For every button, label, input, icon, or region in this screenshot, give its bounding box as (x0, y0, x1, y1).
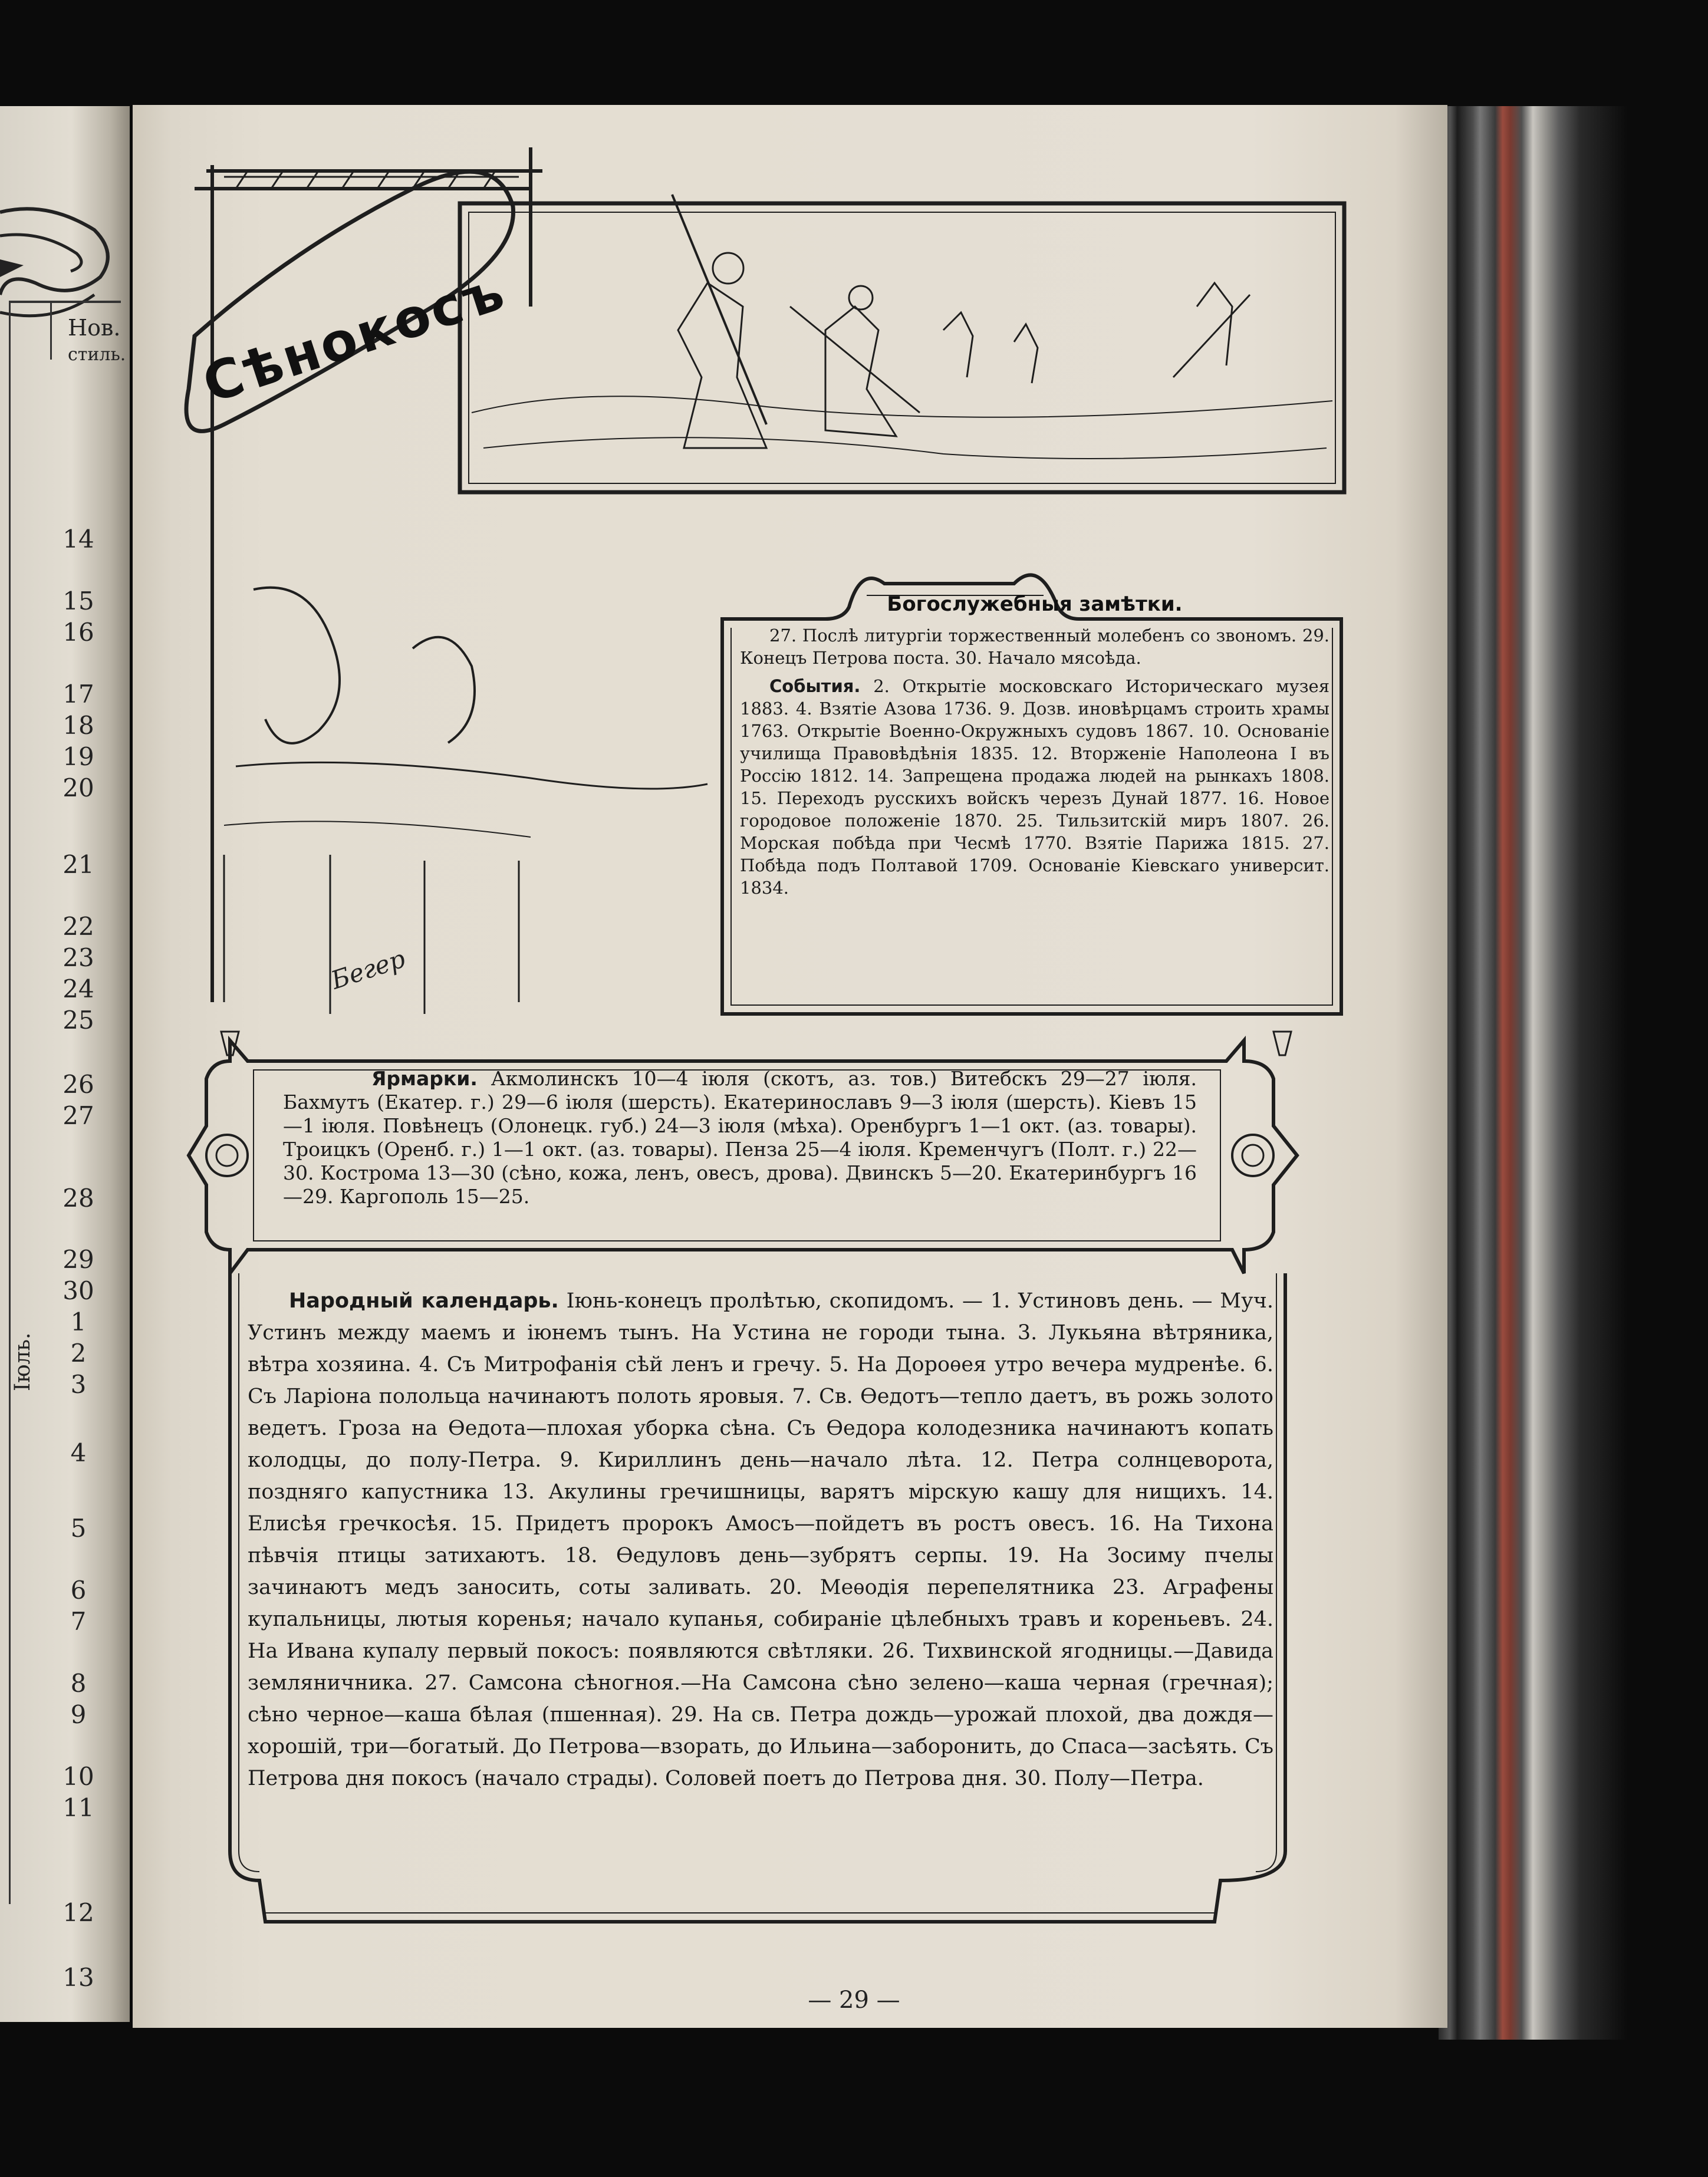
date-cell: 27 (62, 1101, 94, 1130)
date-cell: 5 (70, 1514, 87, 1543)
date-cell: 14 (62, 525, 94, 554)
folk-calendar-label: Народный календарь. (289, 1289, 559, 1313)
date-cell: 23 (62, 943, 94, 972)
header-title-lettering: Сѣнокосъ (195, 259, 514, 416)
fairs-label: Ярмарки. (371, 1067, 478, 1090)
date-cell: 1 (70, 1307, 87, 1336)
date-cell: 6 (70, 1576, 87, 1605)
date-cell: 22 (62, 912, 94, 941)
date-cell: 29 (62, 1245, 94, 1274)
church-notes-title: Богослужебныя замѣтки. (887, 592, 1183, 616)
date-cell: 10 (62, 1762, 94, 1791)
date-cell: 21 (62, 850, 94, 879)
date-cell: 28 (62, 1184, 94, 1213)
date-cell: 3 (70, 1370, 87, 1399)
folk-calendar-text: Іюнь-конецъ пролѣтью, скопидомъ. — 1. Устиновъ день. — Муч. Устинъ между маемъ и іюнемъ тынъ. На Устина не городи тына. 3. Лукьяна вѣтряника, вѣтра хозяина. 4. Съ Митрофанія сѣй ленъ и гречу. 5. На Дороѳея утро вечера мудренѣе. 6. Съ Ларіона полольца начинаютъ полоть яровыя. 7. Св. Ѳедотъ—тепло даетъ, въ рожь золото ведетъ. Гроза на Ѳедота—плохая уборка сѣна. Съ Ѳедора колодезника начинаютъ копать колодцы, до полу-Петра. 9. Кириллинъ день—начало лѣта. 12. Петра солнцеворота, поздняго капустника 13. Акулины гречишницы, варятъ мірскую кашу для нищихъ. 14. Елисѣя гречкосѣя. 15. Придетъ пророкъ Амосъ—пойдетъ въ ростъ овесъ. 16. На Тихона пѣвчія птицы затихаютъ. 18. Ѳедуловъ день—зубрятъ серпы. 19. На Зосиму пчелы зачинаютъ медъ заносить, соты заливать. 20. Меѳодія перепелятника 23. Аграфены купальницы, лютыя коренья; начало купанья, собираніе цѣлебныхъ травъ и кореньевъ. 24. На Ивана купалу первый покосъ: появляются свѣтляки. 26. Тихвинской ягодницы.—Давида земляничника. 27. Самсона сѣногноя.—На Самсона сѣно зелено—каша черная (гречная); сѣно черное—каша бѣлая (пшенная). 29. На св. Петра дождь—урожай плохой, два дождя—хорошій, три—богатый. До Петрова—взорать, до Ильина—заборонить, до Спаса—засѣять. Съ Петрова дня покосъ (начало страды). Соловей поетъ до Петрова дня. 30. Полу—Петра. (248, 1289, 1273, 1790)
date-cell: 8 (70, 1669, 87, 1698)
date-cell: 11 (62, 1793, 94, 1822)
church-notes-box (740, 592, 1329, 905)
month-label: Іюль. (11, 1332, 35, 1391)
date-cell: 7 (70, 1607, 87, 1636)
fairs-text: Акмолинскъ 10—4 іюля (скотъ, аз. тов.) Витебскъ 29—27 іюля. Бахмутъ (Екатер. г.) 29—6 іюля (шерсть). Екатеринославъ 9—3 іюля (шерсть). Кіевъ 15—1 іюля. Повѣнецъ (Олонецк. губ.) 24—3 іюля (мѣха). Оренбургъ 1—1 окт. (аз. товары). Троицкъ (Оренб. г.) 1—1 окт. (аз. товары). Пенза 25—4 іюля. Кременчугъ (Полт. г.) 22—30. Кострома 13—30 (сѣно, кожа, ленъ, овесъ, дрова). Двинскъ 5—20. Екатеринбургъ 16—29. Каргополь 15—25. (283, 1067, 1197, 1208)
date-cell: 19 (62, 742, 94, 771)
date-cell: 24 (62, 974, 94, 1003)
date-cell: 12 (62, 1898, 94, 1927)
events-label: События. (769, 676, 861, 696)
date-cell: 2 (70, 1339, 87, 1368)
date-cell: 26 (62, 1070, 94, 1099)
date-cell: 4 (70, 1438, 87, 1467)
date-cell: 20 (62, 773, 94, 802)
date-cell: 15 (62, 587, 94, 615)
fairs-paragraph (283, 1067, 1197, 1208)
date-cell: 25 (62, 1006, 94, 1035)
date-cell: 18 (62, 711, 94, 740)
events-paragraph (740, 675, 1329, 899)
header-line-1: Нов. (68, 315, 121, 341)
church-notes-text: 27. Послѣ литургіи торжественный молебенъ со звономъ. 29. Конецъ Петрова поста. 30. Начало мясоѣда. (740, 625, 1329, 668)
folk-calendar-paragraph (248, 1285, 1273, 1794)
date-cell: 30 (62, 1276, 94, 1305)
date-cell: 16 (62, 618, 94, 647)
page-number: — 29 — (808, 1987, 900, 2014)
header-line-2: стиль. (68, 344, 126, 365)
date-cell: 17 (62, 680, 94, 709)
artist-signature: Бегер (327, 944, 409, 995)
date-cell: 13 (62, 1963, 94, 1992)
haymaking-illustration-icon (460, 195, 1344, 492)
events-text: 2. Открытіе московскаго Историческаго музея 1883. 4. Взятіе Азова 1736. 9. Дозв. иновѣрцамъ строить храмы 1763. Открытіе Военно-Окружныхъ судовъ 1867. 10. Основаніе училища Правовѣдѣнія 1835. 12. Вторженіе Наполеона I въ Россію 1812. 14. Запрещена продажа людей на рынкахъ 1808. 15. Переходъ русскихъ войскъ черезъ Дунай 1877. 16. Новое городовое положеніе 1870. 25. Тильзитскій миръ 1807. 26. Морская побѣда при Чесмѣ 1770. Взятіе Парижа 1815. 27. Побѣда подъ Полтавой 1709. Основаніе Кіевскаго университ. 1834. (740, 676, 1330, 898)
date-cell: 9 (70, 1700, 87, 1729)
